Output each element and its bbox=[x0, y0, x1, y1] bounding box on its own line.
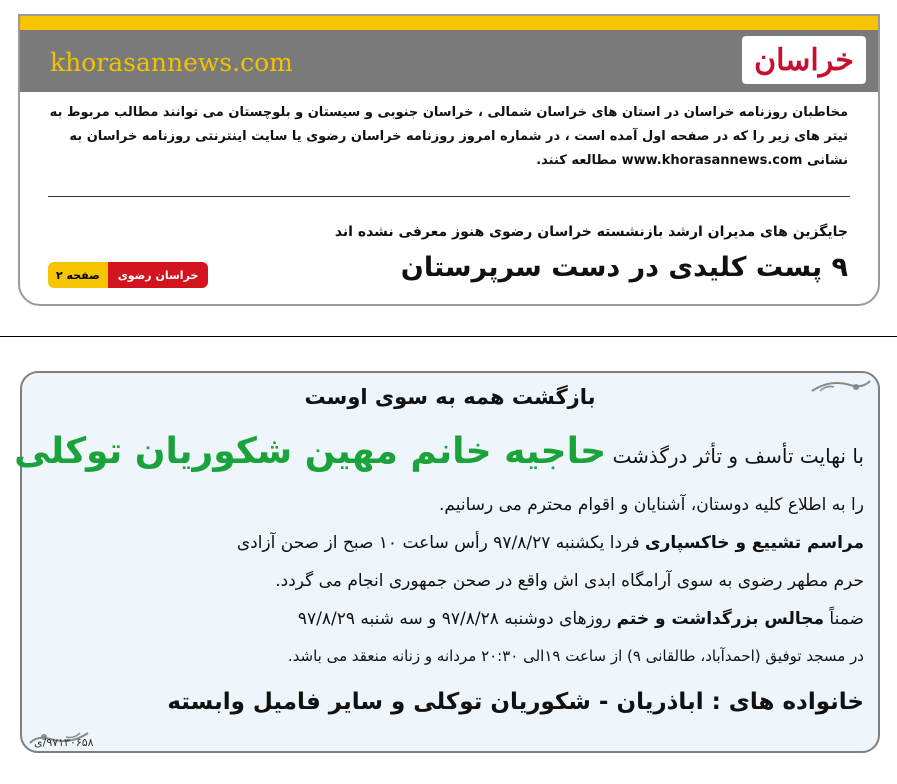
notice-line-6: در مسجد توفیق (احمدآباد، طالقانی ۹) از ساعت ۱۹الی ۲۰:۳۰ مردانه و زنانه منعقد می باشد. bbox=[287, 647, 864, 665]
site-url[interactable]: khorasannews.com bbox=[50, 48, 293, 77]
memorial-label: مجالس بزرگداشت و ختم bbox=[616, 609, 825, 629]
news-subhead: جایگزین های مدیران ارشد بازنشسته خراسان رضوی هنوز معرفی نشده اند bbox=[334, 224, 848, 240]
news-box bbox=[18, 14, 880, 306]
page-tag[interactable] bbox=[48, 262, 208, 288]
page-separator bbox=[0, 336, 897, 337]
top-accent-bar bbox=[20, 16, 878, 30]
obituary-notice bbox=[14, 371, 880, 753]
notice-line-2: را به اطلاع کلیه دوستان، آشنایان و اقوام محترم می رسانیم. bbox=[439, 495, 864, 515]
news-header bbox=[20, 30, 878, 92]
deceased-name: حاجیه خانم مهین شکوریان توکلی bbox=[14, 431, 607, 472]
tag-page-number: صفحه ۲ bbox=[48, 262, 108, 288]
notice-title: بازگشت همه به سوی اوست bbox=[304, 385, 596, 409]
notice-line-1 bbox=[14, 431, 864, 472]
line5-prefix: ضمناً bbox=[829, 609, 864, 629]
newspaper-logo: خراسان bbox=[742, 36, 866, 84]
divider bbox=[48, 196, 850, 197]
notice-line-3 bbox=[237, 533, 864, 553]
intro-text: مخاطبان روزنامه خراسان در استان های خراسان شمالی ، خراسان جنوبی و سیستان و بلوچستان می توانند مطالب مربوط به تیتر های زیر را که در صفحه اول آمده است ، در شماره امروز روزنامه خراسان رضوی یا سایت اینترنتی روزنامه خراسان به نشانی www.khorasannews.com مطالعه کنند. bbox=[49, 105, 848, 168]
notice-line-4: حرم مطهر رضوی به سوی آرامگاه ابدی اش واقع در صحن جمهوری انجام می گردد. bbox=[275, 571, 864, 591]
funeral-label: مراسم تشییع و خاکسپاری bbox=[645, 533, 864, 553]
line1-prefix: با نهایت تأسف و تأثر درگذشت bbox=[612, 444, 864, 468]
funeral-details: فردا یکشنبه ۹۷/۸/۲۷ رأس ساعت ۱۰ صبح از صحن آزادی bbox=[236, 533, 640, 553]
memorial-details: روزهای دوشنبه ۹۷/۸/۲۸ و سه شنبه ۹۷/۸/۲۹ bbox=[297, 609, 612, 629]
ad-reference: ۹۷۱۳۰۶۵۸/ی bbox=[34, 736, 94, 749]
notice-line-5 bbox=[298, 609, 864, 629]
tag-section: خراسان رضوی bbox=[108, 262, 209, 288]
news-headline[interactable]: ۹ پست کلیدی در دست سرپرستان bbox=[400, 252, 848, 283]
families-line: خانواده های : اباذریان - شکوریان توکلی و سایر فامیل وابسته bbox=[167, 689, 864, 715]
